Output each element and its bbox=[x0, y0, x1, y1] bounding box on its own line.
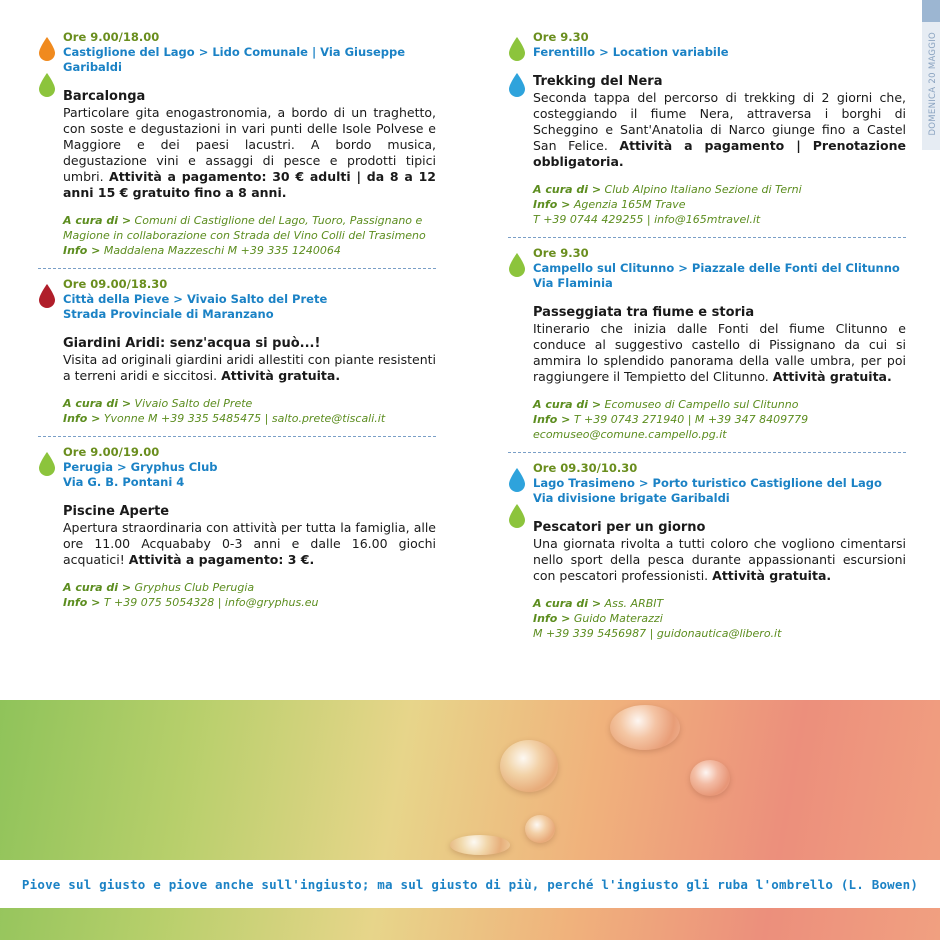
drop-icon bbox=[38, 72, 56, 98]
place-detail: > Gryphus Club bbox=[113, 460, 218, 474]
place-detail: > Piazzale delle Fonti del Clitunno bbox=[674, 261, 900, 275]
event-meta bbox=[63, 213, 436, 258]
event-pescatori bbox=[508, 461, 906, 641]
event-description bbox=[63, 105, 436, 201]
drop-icon bbox=[508, 503, 526, 529]
info-extra: M +39 339 5456987 | guidonautica@libero.it bbox=[533, 627, 782, 640]
description-bold: Attività gratuita. bbox=[221, 368, 341, 383]
water-bead bbox=[610, 705, 680, 750]
left-column bbox=[38, 30, 436, 610]
event-title: Trekking del Nera bbox=[533, 74, 663, 89]
info-line bbox=[63, 411, 436, 426]
place-main: Castiglione del Lago bbox=[63, 45, 195, 59]
curator-line bbox=[63, 213, 436, 243]
place-detail: > Porto turistico Castiglione del Lago bbox=[634, 476, 882, 490]
curator-line bbox=[63, 580, 436, 595]
info-line bbox=[533, 197, 906, 212]
place-main: Perugia bbox=[63, 460, 114, 474]
drop-icon bbox=[508, 36, 526, 62]
sidebar-tab bbox=[922, 0, 940, 150]
event-time: Ore 9.00/19.00 bbox=[63, 445, 160, 459]
event-address: Via divisione brigate Garibaldi bbox=[533, 491, 730, 505]
curator-line bbox=[533, 397, 906, 412]
event-place bbox=[63, 292, 436, 307]
info: T +39 0743 271940 | M +39 347 8409779 bbox=[570, 413, 809, 426]
drop-icon bbox=[508, 252, 526, 278]
event-time: Ore 9.00/18.00 bbox=[63, 30, 160, 44]
place-main: Campello sul Clitunno bbox=[533, 261, 675, 275]
event-title: Giardini Aridi: senz'acqua si può...! bbox=[63, 336, 321, 351]
curator: Comuni di Castiglione del Lago, Tuoro, Passignano e Magione in collaborazione con Strada del Vino Colli del Trasimeno bbox=[63, 214, 426, 242]
curator-label: A cura di > bbox=[63, 214, 132, 227]
event-giardini-aridi bbox=[38, 277, 436, 426]
description-text: Apertura straordinaria con attività per tutta la famiglia, alle ore 11.00 Acquababy 0-3 anni e dalle 16.00 giochi acquatici! bbox=[63, 520, 436, 567]
info-label: Info > bbox=[533, 612, 571, 625]
drop-icons bbox=[38, 283, 58, 319]
event-place bbox=[63, 45, 436, 75]
info: Yvonne M +39 335 5485475 | salto.prete@tiscali.it bbox=[100, 412, 386, 425]
description-text: Seconda tappa del percorso di trekking di 2 giorni che, costeggiando il fiume Nera, attraversa i borghi di Scheggino e Sant'Anatolia di Narco giunge fino a Castel San Felice. bbox=[533, 90, 906, 153]
event-description bbox=[63, 352, 436, 384]
info-label: Info > bbox=[63, 244, 101, 257]
drop-icon bbox=[38, 36, 56, 62]
event-place bbox=[533, 476, 906, 491]
event-time: Ore 9.30 bbox=[533, 246, 589, 260]
info-label: Info > bbox=[63, 412, 101, 425]
info: T +39 075 5054328 | info@gryphus.eu bbox=[100, 596, 319, 609]
event-description bbox=[63, 520, 436, 568]
place-main: Città della Pieve bbox=[63, 292, 170, 306]
info: Agenzia 165M Trave bbox=[570, 198, 686, 211]
divider bbox=[38, 436, 436, 437]
place-detail: > Vivaio Salto del Prete bbox=[169, 292, 328, 306]
event-title: Passeggiata tra fiume e storia bbox=[533, 305, 755, 320]
place-main: Ferentillo bbox=[533, 45, 596, 59]
description-text: Itinerario che inizia dalle Fonti del fiume Clitunno e conduce al suggestivo castello di Pissignano da cui si ammira lo splendido panorama della valle umbra, per poi raggiungere il Tempietto del Clitunno. bbox=[533, 321, 906, 384]
info-line bbox=[533, 412, 906, 427]
info-label: Info > bbox=[63, 596, 101, 609]
drop-icon bbox=[38, 451, 56, 477]
curator-line bbox=[533, 182, 906, 197]
curator: Ecomuseo di Campello sul Clitunno bbox=[601, 398, 799, 411]
event-place bbox=[533, 45, 906, 60]
divider bbox=[38, 268, 436, 269]
info-line bbox=[533, 611, 906, 626]
event-meta bbox=[533, 182, 906, 227]
curator: Ass. ARBIT bbox=[601, 597, 664, 610]
drop-icons bbox=[38, 36, 58, 108]
curator-label: A cura di > bbox=[533, 597, 602, 610]
event-address: Via G. B. Pontani 4 bbox=[63, 475, 185, 489]
curator-label: A cura di > bbox=[533, 398, 602, 411]
curator-label: A cura di > bbox=[533, 183, 602, 196]
info-line bbox=[63, 595, 436, 610]
event-title: Piscine Aperte bbox=[63, 504, 170, 519]
description-bold: Attività a pagamento: 30 € adulti | da 8 a 12 anni 15 € gratuito fino a 8 anni. bbox=[63, 169, 436, 200]
description-bold: Attività gratuita. bbox=[712, 568, 832, 583]
info-extra: ecomuseo@comune.campello.pg.it bbox=[533, 428, 727, 441]
place-detail: > Location variabile bbox=[595, 45, 729, 59]
drop-icons bbox=[38, 451, 58, 487]
event-address: Strada Provinciale di Maranzano bbox=[63, 307, 274, 321]
event-barcalonga bbox=[38, 30, 436, 258]
info: Maddalena Mazzeschi M +39 335 1240064 bbox=[100, 244, 341, 257]
event-description bbox=[533, 321, 906, 385]
event-meta bbox=[533, 397, 906, 442]
curator: Vivaio Salto del Prete bbox=[131, 397, 253, 410]
sidebar-date: DOMENICA 20 MAGGIO bbox=[928, 32, 938, 136]
drop-icons bbox=[508, 252, 528, 288]
event-meta bbox=[63, 580, 436, 610]
event-description bbox=[533, 536, 906, 584]
quote-bar bbox=[0, 860, 940, 908]
event-address: Via Flaminia bbox=[533, 276, 613, 290]
event-title: Barcalonga bbox=[63, 89, 146, 104]
info-extra: T +39 0744 429255 | info@165mtravel.it bbox=[533, 213, 761, 226]
water-bead bbox=[500, 740, 558, 792]
curator-label: A cura di > bbox=[63, 581, 132, 594]
divider bbox=[508, 452, 906, 453]
event-passeggiata bbox=[508, 246, 906, 442]
description-bold: Attività gratuita. bbox=[772, 369, 892, 384]
divider bbox=[508, 237, 906, 238]
event-time: Ore 09.00/18.30 bbox=[63, 277, 168, 291]
event-description bbox=[533, 90, 906, 170]
event-piscine-aperte bbox=[38, 445, 436, 610]
curator: Club Alpino Italiano Sezione di Terni bbox=[601, 183, 802, 196]
info-label: Info > bbox=[533, 198, 571, 211]
description-text: Visita ad originali giardini aridi allestiti con piante resistenti a terreni aridi e siccitosi. bbox=[63, 352, 436, 383]
quote-text: Piove sul giusto e piove anche sull'ingiusto; ma sul giusto di più, perché l'ingiusto gli ruba l'ombrello (L. Bowen) bbox=[21, 876, 919, 892]
curator-label: A cura di > bbox=[63, 397, 132, 410]
event-time: Ore 09.30/10.30 bbox=[533, 461, 638, 475]
drop-icons bbox=[508, 467, 528, 539]
description-bold: Attività a pagamento | Prenotazione obbligatoria. bbox=[533, 138, 906, 169]
water-bead bbox=[690, 760, 730, 796]
event-title: Pescatori per un giorno bbox=[533, 520, 706, 535]
place-main: Lago Trasimeno bbox=[533, 476, 635, 490]
drop-icon bbox=[38, 283, 56, 309]
sidebar-band bbox=[922, 0, 940, 22]
right-column bbox=[508, 30, 906, 641]
description-text: Particolare gita enogastronomia, a bordo di un traghetto, con soste e degustazioni in vari punti delle Isole Polvese e Maggiore e dei paesi lacustri. A bordo musica, degustazione vini e assaggi di pesce e prodotti tipici umbri. bbox=[63, 105, 436, 184]
drop-icon bbox=[508, 72, 526, 98]
place-detail: > Lido Comunale | Via Giuseppe Garibaldi bbox=[63, 45, 406, 74]
event-meta bbox=[63, 396, 436, 426]
curator-line bbox=[533, 596, 906, 611]
water-bead bbox=[450, 835, 510, 855]
info-label: Info > bbox=[533, 413, 571, 426]
event-meta bbox=[533, 596, 906, 641]
event-place bbox=[533, 261, 906, 276]
event-place bbox=[63, 460, 436, 475]
water-bead bbox=[525, 815, 555, 843]
curator-line bbox=[63, 396, 436, 411]
drop-icons bbox=[508, 36, 528, 108]
description-bold: Attività a pagamento: 3 €. bbox=[128, 552, 315, 567]
description-text: Una giornata rivolta a tutti coloro che vogliono cimentarsi nello sport della pesca durante appassionanti escursioni con pescatori professionisti. bbox=[533, 536, 906, 583]
event-trekking-nera bbox=[508, 30, 906, 227]
event-time: Ore 9.30 bbox=[533, 30, 589, 44]
drop-icon bbox=[508, 467, 526, 493]
info: Guido Materazzi bbox=[570, 612, 663, 625]
curator: Gryphus Club Perugia bbox=[131, 581, 255, 594]
info-line bbox=[63, 243, 436, 258]
